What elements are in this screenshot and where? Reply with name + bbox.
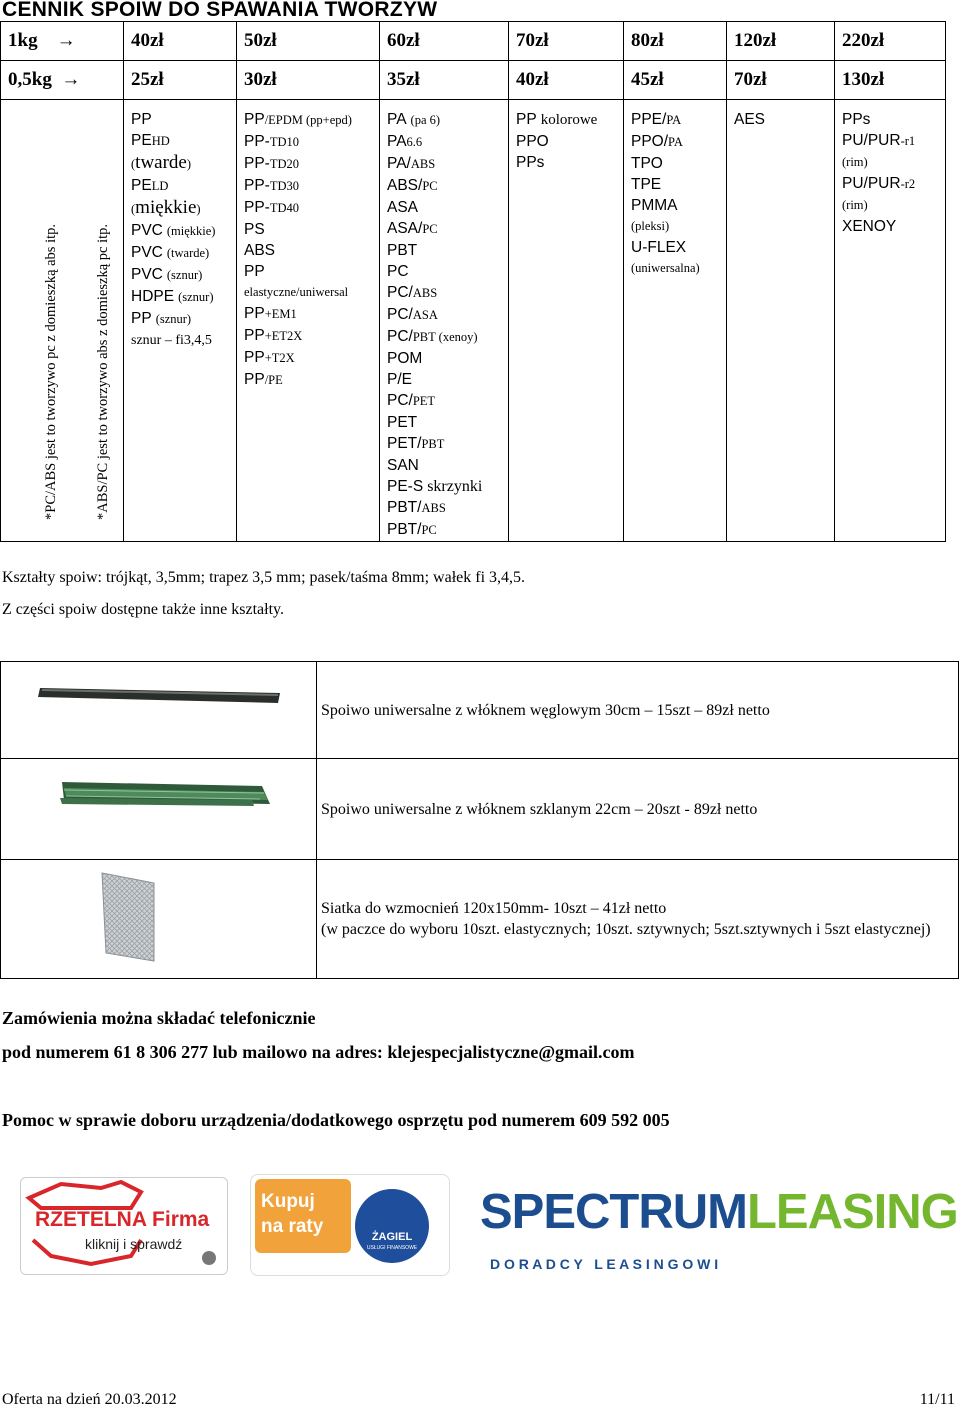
note-abs-pc: *ABS/PC jest to tworzywo abs z domieszką pc itp. (95, 223, 111, 520)
shapes-info (2, 562, 525, 626)
product-image-cell (1, 662, 317, 759)
glass-rods-image (2, 760, 315, 853)
price-table (0, 21, 946, 542)
weight-cell: 1kg → (1, 22, 124, 61)
orders-contact: pod numerem 61 8 306 277 lub mailowo na adres: klejespecjalistyczne@gmail.com (2, 1042, 635, 1062)
page-title: CENNIK SPOIW DO SPAWANIA TWORZYW (2, 0, 438, 21)
notes-cell (1, 100, 124, 542)
product-desc: Siatka do wzmocnień 120x150mm- 10szt – 41zł netto (w paczce do wyboru 10szt. elastycznych; 10szt. sztywnych; 5szt.sztywnych i 5szt elastycznej) (317, 860, 959, 979)
carbon-rod-image (2, 663, 315, 752)
page-number: 11/11 (919, 1391, 955, 1408)
materials-col-3: PA (pa 6) PA6.6 PA/ABS ABS/PC ASA ASA/PC PBT PC PC/ABS PC/ASA PC/PBT (xenoy) POM P/E PC/PET PET PET/PBT SAN PE-S skrzynki PBT/ABS PBT/PC (380, 100, 509, 542)
zagiel-name: ŻAGIEL (371, 1231, 413, 1243)
mesh-image (2, 861, 315, 972)
price-cell: 40zł (124, 22, 237, 61)
note-pc-abs: *PC/ABS jest to tworzywo pc z domieszką abs itp. (43, 223, 59, 520)
spectrum-leasing-logo[interactable] (478, 1172, 958, 1282)
price-cell: 30zł (237, 61, 380, 100)
price-cell: 130zł (835, 61, 946, 100)
price-row-1kg (1, 22, 946, 61)
materials-row (1, 100, 946, 542)
orders-heading: Zamówienia można składać telefonicznie (2, 1008, 316, 1028)
footer-date: Oferta na dzień 20.03.2012 (2, 1391, 177, 1408)
price-cell: 70zł (509, 22, 624, 61)
raty-line1: Kupuj (261, 1191, 315, 1212)
weight-cell: 0,5kg → (1, 61, 124, 100)
price-cell: 50zł (237, 22, 380, 61)
product-desc: Spoiwo uniwersalne z włóknem węglowym 30cm – 15szt – 89zł netto (317, 662, 959, 759)
materials-col-4: PP kolorowe PPO PPs (509, 100, 624, 542)
product-image-cell (1, 759, 317, 860)
price-cell: 45zł (624, 61, 727, 100)
shapes-line: Kształty spoiw: trójkąt, 3,5mm; trapez 3,5 mm; pasek/taśma 8mm; wałek fi 3,4,5. (2, 569, 526, 586)
product-row (1, 759, 959, 860)
product-desc: Spoiwo uniwersalne z włóknem szklanym 22cm – 20szt - 89zł netto (317, 759, 959, 860)
products-table (0, 661, 959, 979)
spectrum-sub: D O R A D C Y L E A S I N G O W I (490, 1256, 719, 1272)
shapes-line: Z części spoiw dostępne także inne kształty. (2, 601, 284, 618)
leasing-word: LEASING (746, 1185, 958, 1239)
price-cell: 35zł (380, 61, 509, 100)
price-cell: 25zł (124, 61, 237, 100)
product-image-cell (1, 860, 317, 979)
zagiel-sub: USŁUGI FINANSOWE (366, 1245, 418, 1251)
zagiel-circle-icon (355, 1189, 429, 1263)
price-cell: 60zł (380, 22, 509, 61)
arrow-icon: → (56, 30, 76, 51)
price-row-05kg (1, 61, 946, 100)
price-cell: 220zł (835, 22, 946, 61)
materials-col-6: AES (727, 100, 835, 542)
raty-line2: na raty (261, 1216, 324, 1237)
price-cell: 40zł (509, 61, 624, 100)
spectrum-word: SPECTRUM (480, 1185, 747, 1239)
product-row (1, 860, 959, 979)
help-contact: Pomoc w sprawie doboru urządzenia/dodatkowego osprzętu pod numerem 609 592 005 (2, 1110, 670, 1130)
materials-col-2: PP/EPDM (pp+epd) PP-TD10 PP-TD20 PP-TD30 PP-TD40 PS ABS PP elastyczne/uniwersal PP+EM1 PP+ET2X PP+T2X PP/PE (237, 100, 380, 542)
rzetelna-main: RZETELNA Firma (35, 1208, 210, 1231)
product-row (1, 662, 959, 759)
materials-col-1: PP PEHD (twarde) PELD (miękkie) PVC (miękkie) PVC (twarde) PVC (sznur) HDPE (sznur) PP (sznur) sznur – fi3,4,5 (124, 100, 237, 542)
materials-col-5: PPE/PA PPO/PA TPO TPE PMMA (pleksi) U-FLEX (uniwersalna) (624, 100, 727, 542)
raty-logo[interactable] (250, 1174, 450, 1276)
arrow-icon: → (61, 69, 81, 90)
rzetelna-firma-logo[interactable] (20, 1177, 228, 1275)
materials-col-7: PPs PU/PUR-r1 (rim) PU/PUR-r2 (rim) XENOY (835, 100, 946, 542)
price-cell: 80zł (624, 22, 727, 61)
rzetelna-sub: kliknij i sprawdź (85, 1236, 183, 1252)
price-cell: 70zł (727, 61, 835, 100)
price-cell: 120zł (727, 22, 835, 61)
